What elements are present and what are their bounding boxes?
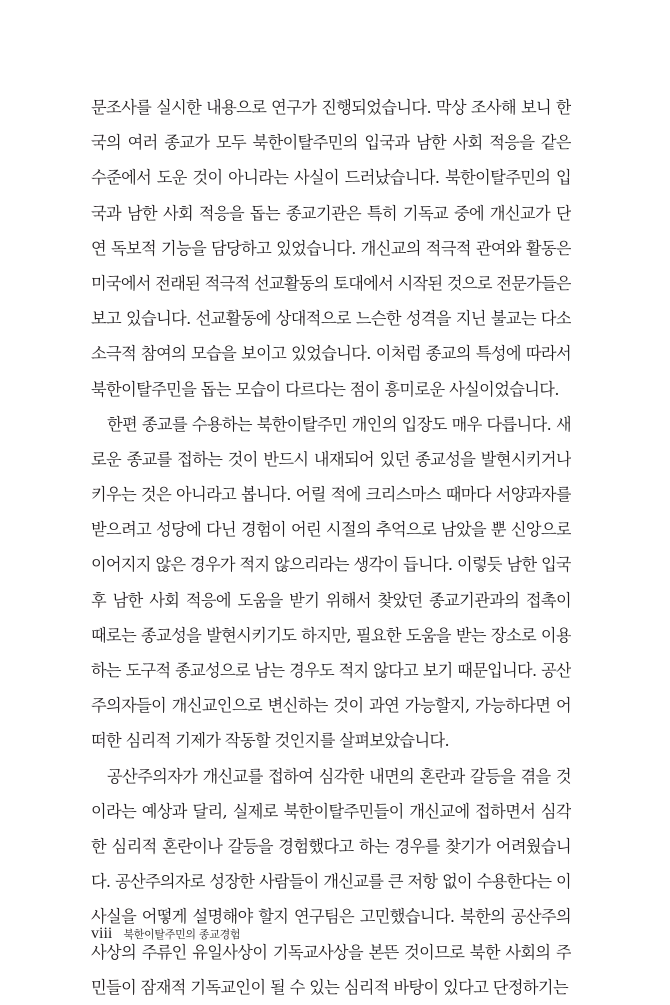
paragraph [91,407,571,759]
text-line: 북한이탈주민을 돕는 모습이 다르다는 점이 흥미로운 사실이었습니다. [91,379,559,399]
text-line: 소극적 참여의 모습을 보이고 있었습니다. 이처럼 종교의 특성에 따라서 [91,344,571,364]
text-line: 민들이 잠재적 기독교인이 될 수 있는 심리적 바탕이 있다고 단정하기는 [91,977,568,997]
running-title: 북한이탈주민의 종교경험 [123,928,241,941]
text-line: 하는 도구적 종교성으로 남는 경우도 적지 않다고 보기 때문입니다. 공산 [91,661,571,680]
text-line: 로운 종교를 접하는 것이 반드시 내재되어 있던 종교성을 발현시키거나 [91,449,571,469]
text-line: 연 독보적 기능을 담당하고 있었습니다. 개신교의 적극적 관여와 활동은 [91,238,571,258]
text-line: 사상의 주류인 유일사상이 기독교사상을 본뜬 것이므로 북한 사회의 주 [91,942,571,962]
text-line: 이어지지 않은 경우가 적지 않으리라는 생각이 듭니다. 이렇듯 남한 입국 [91,555,571,575]
page-number: viii [91,925,113,942]
text-line: 주의자들이 개신교인으로 변신하는 것이 과연 가능할지, 가능하다면 어 [91,696,571,716]
text-line: 문조사를 실시한 내용으로 연구가 진행되었습니다. 막상 조사해 보니 한 [91,98,571,117]
text-line: 사실을 어떻게 설명해야 할지 연구팀은 고민했습니다. 북한의 공산주의 [91,907,571,927]
text-line: 공산주의자가 개신교를 접하여 심각한 내면의 혼란과 갈등을 겪을 것 [107,766,571,786]
text-line: 떠한 심리적 기제가 작동할 것인지를 살펴보았습니다. [91,731,450,751]
paragraph [91,90,571,407]
text-line: 때로는 종교성을 발현시키기도 하지만, 필요한 도움을 받는 장소로 이용 [91,625,571,645]
text-line: 후 남한 사회 적응에 도움을 받기 위해서 찾았던 종교기관과의 접촉이 [91,590,571,610]
paragraph [91,759,571,1005]
body-text [91,90,571,1005]
text-line: 보고 있습니다. 선교활동에 상대적으로 느슨한 성격을 지닌 불교는 다소 [91,309,571,329]
text-line: 키우는 것은 아니라고 봅니다. 어릴 적에 크리스마스 때마다 서양과자를 [91,485,571,505]
text-line: 한 심리적 혼란이나 갈등을 경험했다고 하는 경우를 찾기가 어려웠습니 [91,836,571,856]
text-line: 이라는 예상과 달리, 실제로 북한이탈주민들이 개신교에 접하면서 심각 [91,801,571,821]
text-line: 국과 남한 사회 적응을 돕는 종교기관은 특히 기독교 중에 개신교가 단 [91,203,571,223]
text-line: 받으려고 성당에 다닌 경험이 어린 시절의 추억으로 남았을 뿐 신앙으로 [91,520,571,540]
text-line: 미국에서 전래된 적극적 선교활동의 토대에서 시작된 것으로 전문가들은 [91,273,571,293]
text-line: 다. 공산주의자로 성장한 사람들이 개신교를 큰 저항 없이 수용한다는 이 [91,872,571,892]
page-footer [91,923,240,943]
text-line: 국의 여러 종교가 모두 북한이탈주민의 입국과 남한 사회 적응을 같은 [91,133,571,153]
text-line: 수준에서 도운 것이 아니라는 사실이 드러났습니다. 북한이탈주민의 입 [91,168,571,188]
text-line: 한편 종교를 수용하는 북한이탈주민 개인의 입장도 매우 다릅니다. 새 [107,414,571,434]
